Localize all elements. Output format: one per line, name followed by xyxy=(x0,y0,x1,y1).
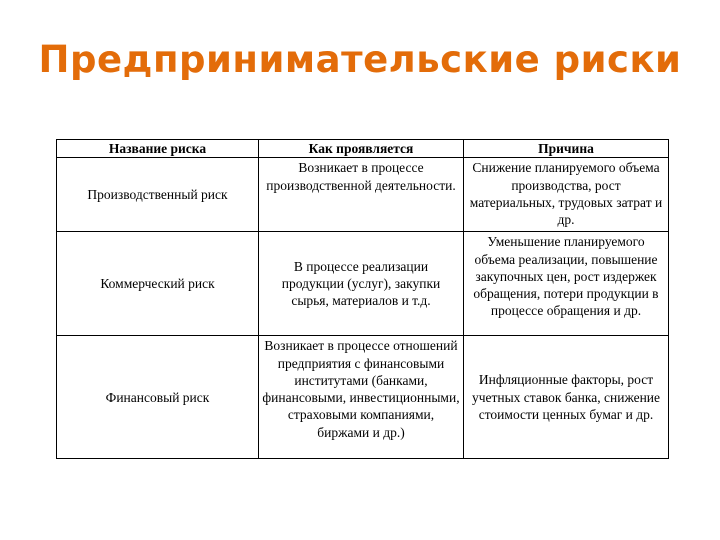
manifestation-cell: В процессе реализации продукции (услуг), закупки сырья, материалов и т.д. xyxy=(259,232,464,336)
slide-title: Предпринимательские риски xyxy=(38,38,682,81)
risks-table xyxy=(56,139,669,459)
table-row xyxy=(57,336,669,459)
table-row xyxy=(57,232,669,336)
table-header-row xyxy=(57,140,669,158)
risk-name-cell: Производственный риск xyxy=(57,158,259,232)
cause-cell: Инфляционные факторы, рост учетных ставок банка, снижение стоимости ценных бумаг и др. xyxy=(464,336,669,459)
header-risk-name: Название риска xyxy=(57,140,259,158)
manifestation-cell: Возникает в процессе производственной деятельности. xyxy=(259,158,464,232)
cause-cell: Снижение планируемого объема производства, рост материальных, трудовых затрат и др. xyxy=(464,158,669,232)
header-cause: Причина xyxy=(464,140,669,158)
header-manifestation: Как проявляется xyxy=(259,140,464,158)
risk-name-cell: Финансовый риск xyxy=(57,336,259,459)
risk-name-cell: Коммерческий риск xyxy=(57,232,259,336)
table-row xyxy=(57,158,669,232)
manifestation-cell: Возникает в процессе отношений предприятия с финансовыми институтами (банками, финансовыми, инвестиционными, страховыми компаниями, биржами и др.) xyxy=(259,336,464,459)
cause-cell: Уменьшение планируемого объема реализации, повышение закупочных цен, рост издержек обращения, потери продукции в процессе обращения и др. xyxy=(464,232,669,336)
